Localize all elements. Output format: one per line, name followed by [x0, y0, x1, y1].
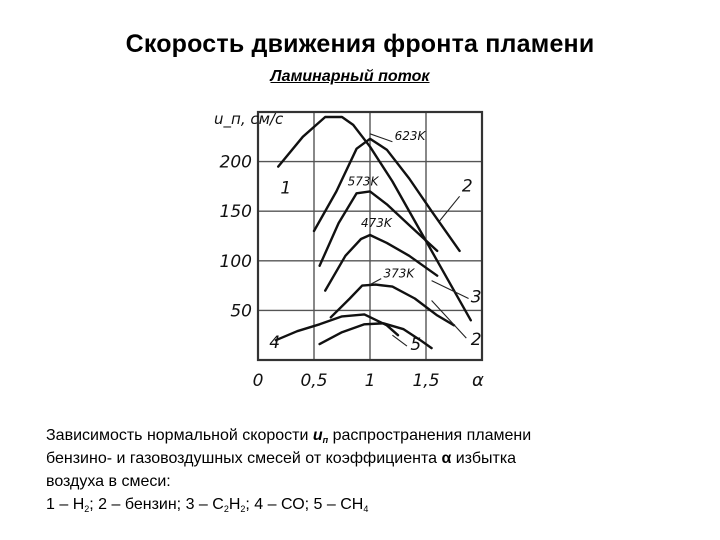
curve-label: 3 [470, 287, 482, 308]
chart-series [276, 117, 471, 348]
curve-label: 473K [361, 216, 392, 231]
curve-label: 2 [470, 330, 482, 351]
curve-label: 623K [394, 128, 426, 143]
caption-text-1a: Зависимость нормальной скорости [46, 427, 313, 444]
y-tick-label: 200 [219, 152, 252, 173]
legend-part-3: Н [228, 496, 241, 513]
caption-text-2a: бензино- и газовоздушных смесей от коэффициента [46, 450, 442, 467]
x-axis-label: α [472, 370, 484, 391]
caption-line-1 [46, 424, 686, 447]
caption-text-2b: избытка [451, 450, 517, 467]
curve-label: 5 [410, 335, 422, 356]
curve-label: 373K [383, 266, 415, 281]
curve-label: 1 [280, 178, 292, 199]
x-tick-label: 1 [364, 371, 376, 391]
y-tick-label: 100 [219, 251, 252, 272]
legend-sub-1: 2 [84, 504, 90, 514]
u-letter: u [312, 427, 323, 444]
legend-sub-4: 4 [363, 504, 369, 514]
flame-speed-chart [200, 100, 515, 395]
figure-caption [46, 424, 686, 516]
slide-subtitle: Ламинарный поток [270, 68, 430, 85]
slide-title: Скорость движения фронта пламени [125, 30, 595, 58]
x-tick-label: 1,5 [412, 371, 440, 391]
caption-line-2 [46, 447, 686, 470]
series-line [325, 235, 437, 291]
y-tick-label: 50 [230, 301, 252, 322]
alpha-symbol: α [441, 450, 452, 467]
series-line [276, 314, 398, 340]
caption-legend-line [46, 493, 686, 516]
curve-leader-line [432, 300, 467, 338]
legend-sub-2: 2 [223, 504, 229, 514]
caption-text-1b: распространения пламени [328, 427, 532, 444]
legend-sub-3: 2 [240, 504, 246, 514]
chart-svg [200, 100, 515, 395]
curve-leader-line [439, 196, 459, 221]
caption-line-3: воздуха в смеси: [46, 473, 171, 490]
y-axis-label: u_п, см/с [214, 110, 284, 128]
curve-label: 2 [461, 176, 473, 197]
curve-leader-line [392, 335, 407, 346]
y-tick-label: 150 [219, 202, 252, 223]
u-symbol [313, 427, 328, 444]
curve-label: 573K [347, 174, 379, 189]
legend-part-1: 1 – Н [46, 496, 85, 513]
x-tick-label: 0 [252, 371, 264, 391]
legend-part-4: ; 4 – СО; 5 – СН [245, 496, 364, 513]
curve-label: 4 [269, 333, 281, 354]
u-subscript: п [322, 435, 329, 445]
legend-part-2: ; 2 – бензин; 3 – С [89, 496, 224, 513]
series-line [314, 139, 460, 251]
x-tick-label: 0,5 [300, 371, 328, 391]
